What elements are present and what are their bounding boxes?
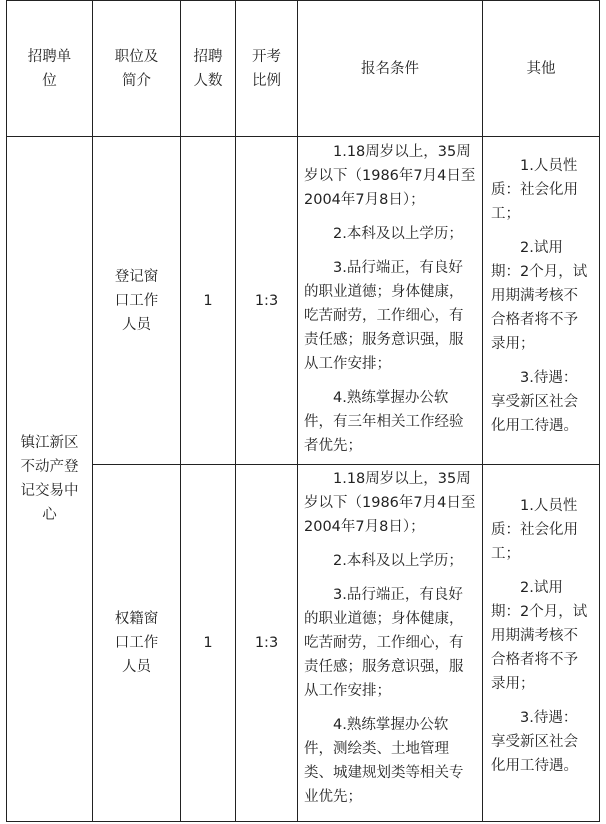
- unit-name-cell: 镇江新区不动产登记交易中心: [20, 435, 79, 523]
- header-unit: 招聘单位: [27, 48, 72, 89]
- condition-item: 2.本科及以上学历；: [333, 553, 463, 569]
- border-bottom: [6, 821, 600, 822]
- border-right: [599, 0, 600, 822]
- row1-other: [483, 154, 599, 454]
- row2-position: 权籍窗口工作人员: [114, 611, 159, 675]
- header-other: 其他: [526, 60, 556, 77]
- header-ratio: 开考比例: [252, 48, 281, 89]
- row1-count: 1: [203, 292, 213, 309]
- condition-item: 2.本科及以上学历；: [333, 226, 463, 242]
- condition-item: 3.品行端正，有良好的职业道德；身体健康，吃苦耐劳，工作细心，有责任感；服务意识强，服从工作安排；: [304, 260, 464, 372]
- other-item: 2.试用期：2个月，试用期满考核不合格者将不予录用；: [491, 240, 588, 352]
- condition-item: 4.熟练掌握办公软件，有三年相关工作经验者优先；: [304, 390, 464, 454]
- header-conditions: 报名条件: [361, 60, 419, 77]
- row2-count: 1: [203, 635, 213, 651]
- other-item: 2.试用期：2个月，试用期满考核不合格者将不予录用；: [491, 580, 588, 692]
- other-item: 3.待遇：享受新区社会化用工待遇。: [491, 370, 578, 434]
- header-position: 职位及简介: [114, 48, 159, 89]
- row1-conditions: [298, 140, 482, 462]
- row1-ratio: 1:3: [254, 292, 279, 309]
- other-item: 1.人员性质：社会化用工；: [491, 158, 578, 222]
- header-count: 招聘人数: [193, 48, 223, 89]
- row2-other: [483, 494, 599, 794]
- row1-position: 登记窗口工作人员: [114, 268, 159, 333]
- condition-item: 4.熟练掌握办公软件，测绘类、土地管理类、城建规划类等相关专业优先；: [304, 717, 464, 805]
- row2-conditions: [298, 467, 482, 819]
- other-item: 1.人员性质：社会化用工；: [491, 498, 578, 562]
- condition-item: 3.品行端正，有良好的职业道德；身体健康，吃苦耐劳，工作细心，有责任感；服务意识强，服从工作安排；: [304, 587, 464, 699]
- condition-item: 1.18周岁以上，35周岁以下（1986年7月4日至2004年7月8日）；: [304, 471, 476, 535]
- recruitment-table: [6, 0, 600, 822]
- row2-ratio: 1:3: [254, 635, 279, 651]
- other-item: 3.待遇：享受新区社会化用工待遇。: [491, 710, 578, 774]
- condition-item: 1.18周岁以上，35周岁以下（1986年7月4日至2004年7月8日）；: [304, 144, 476, 208]
